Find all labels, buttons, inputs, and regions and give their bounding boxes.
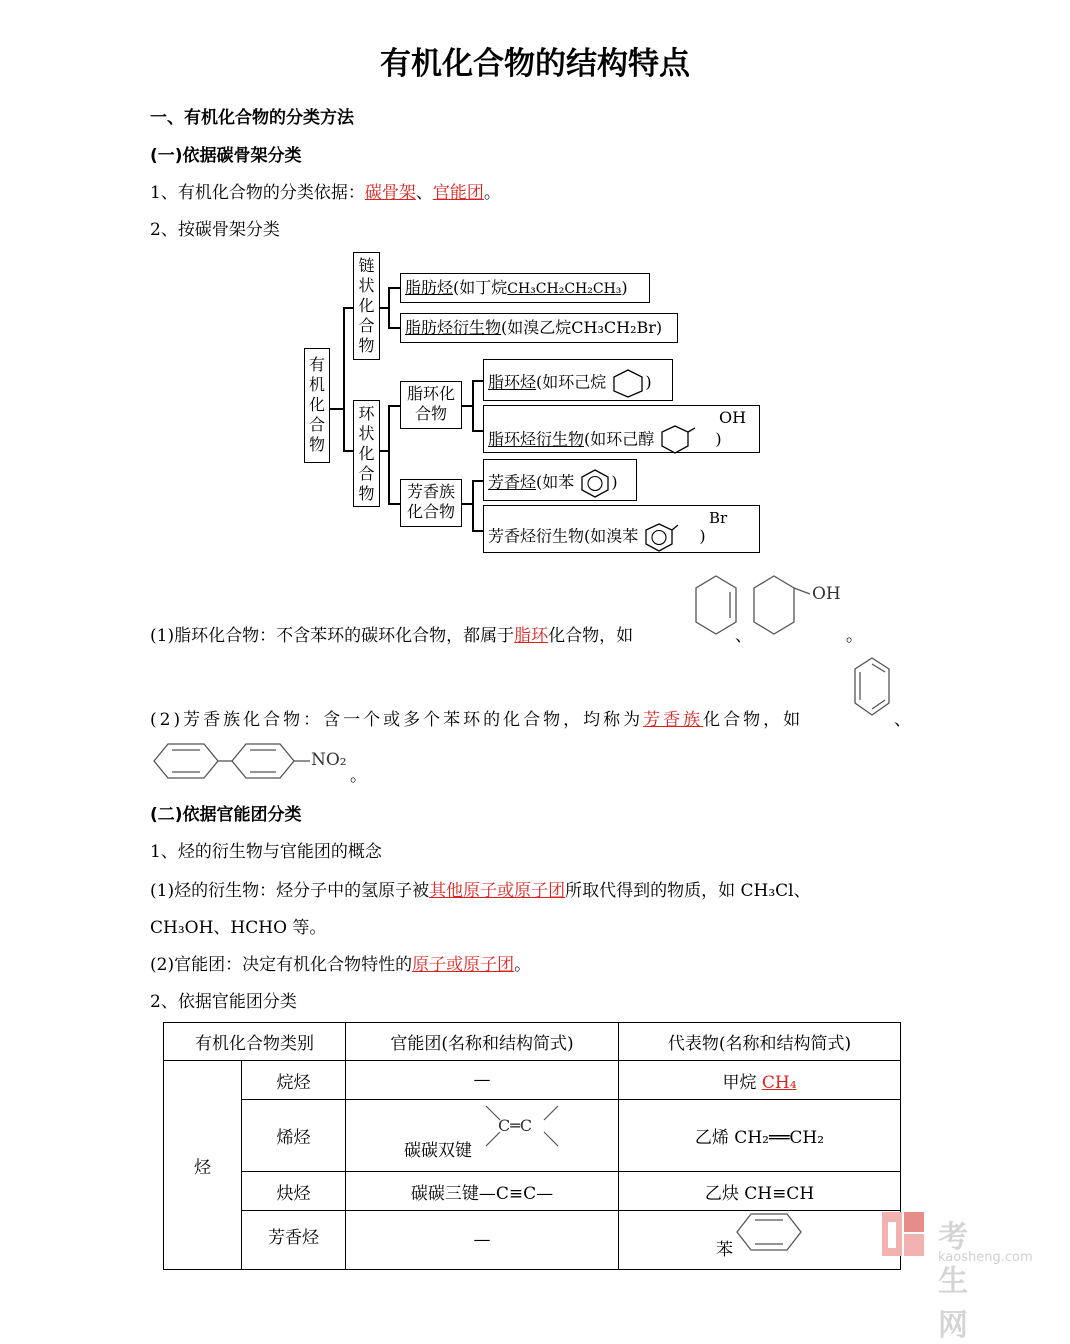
table-cell: 芳香烃: [242, 1211, 346, 1270]
table-row: [164, 1172, 901, 1211]
tree-aromatic-hydrocarbon: 芳香烃(如苯 ): [483, 459, 637, 501]
table-cell: 烷烃: [242, 1061, 346, 1100]
table-cell: —: [346, 1061, 619, 1100]
cyclohexanol-structure-icon: [752, 572, 822, 642]
double-bond-label: 碳碳双键: [404, 1141, 472, 1161]
benzene-structure-icon: [852, 655, 892, 721]
def-derivative: (1)烃的衍生物：烃分子中的氢原子被其他原子或原子团所取代得到的物质，如 CH₃Cl、: [150, 881, 811, 901]
def-functional-group: (2)官能团：决定有机化合物特性的原子或原子团。: [150, 955, 532, 975]
no2-label: NO₂: [311, 750, 347, 770]
tree-alicyclic-compound: 脂环化合物: [400, 381, 462, 429]
table-cell: 乙炔 CH≡CH: [619, 1172, 901, 1211]
benzene-icon: [579, 468, 611, 498]
answer-other-atoms: 其他原子或原子团: [429, 881, 566, 901]
note-aromatic-sep: 、: [894, 710, 911, 730]
oh-label: OH: [812, 584, 841, 604]
note-alicyclic: (1)脂环化合物：不含苯环的碳环化合物，都属于脂环化合物，如: [150, 626, 634, 646]
item-basis-sep: 、: [415, 183, 433, 203]
note-alicyclic-sep: 、: [735, 626, 752, 646]
table-header: 有机化合物类别: [164, 1023, 346, 1061]
def-derivative-line2: CH₃OH、HCHO 等。: [150, 918, 327, 938]
answer-ch4: CH₄: [761, 1072, 797, 1093]
item-basis-prefix: 1、有机化合物的分类依据：: [150, 183, 365, 203]
answer-aromatic: 芳香族: [643, 710, 704, 730]
note-aromatic: (2)芳香族化合物：含一个或多个苯环的化合物，均称为芳香族化合物，如: [150, 710, 804, 730]
tree-alicyclic-hydrocarbon: 脂环烃(如环己烷 ): [483, 359, 673, 401]
tree-ring-compound: 环状化合物: [353, 400, 380, 507]
sub-heading-carbon-skeleton: (一)依据碳骨架分类: [150, 146, 302, 166]
item-by-functional-group: 2、依据官能团分类: [150, 992, 297, 1012]
cyclohexanol-icon: [659, 422, 715, 458]
item-basis: [150, 178, 501, 203]
item-basis-end: 。: [483, 183, 501, 203]
benzene-table-icon: [735, 1212, 803, 1252]
table-row: [164, 1211, 901, 1270]
nitrobiphenyl-structure-icon: [152, 740, 312, 782]
table-cell: 炔烃: [242, 1172, 346, 1211]
tree-aromatic-derivative: 芳香烃衍生物(如溴苯 ) Br: [483, 505, 760, 553]
tree-aromatic-compound: 芳香族化合物: [400, 479, 462, 527]
answer-functional-group: 官能团: [432, 183, 484, 203]
tree-aliphatic-derivative: 脂肪烃衍生物(如溴乙烷CH₃CH₂Br): [400, 313, 678, 343]
tree-chain-compound: 链状化合物: [353, 252, 380, 360]
tree-alicyclic-derivative: 脂环烃衍生物(如环己醇 ) OH: [483, 405, 760, 453]
page-title: 有机化合物的结构特点: [380, 46, 690, 82]
note-alicyclic-end: 。: [846, 626, 863, 646]
answer-atom-or-group: 原子或原子团: [412, 955, 515, 975]
table-header: 官能团(名称和结构简式): [346, 1023, 619, 1061]
table-row: [164, 1100, 901, 1172]
table-cell: 烯烃: [242, 1100, 346, 1172]
table-header: 代表物(名称和结构简式): [619, 1023, 901, 1061]
table-header-row: [164, 1023, 901, 1061]
table-cell: 乙烯 CH₂══CH₂: [619, 1100, 901, 1172]
cyclohexane-icon: [611, 368, 645, 398]
bromobenzene-icon: [643, 520, 699, 554]
table-row: [164, 1061, 901, 1100]
sub-heading-functional-group: (二)依据官能团分类: [150, 805, 302, 825]
answer-alicyclic: 脂环: [514, 626, 549, 646]
kaosheng-logo-icon: [880, 1210, 926, 1258]
item-by-skeleton: 2、按碳骨架分类: [150, 220, 280, 240]
note-aromatic-end: 。: [350, 766, 367, 786]
watermark-domain: kaosheng.com: [938, 1250, 1033, 1265]
section-heading-1: 一、有机化合物的分类方法: [150, 108, 354, 128]
answer-carbon-skeleton: 碳骨架: [364, 183, 416, 203]
table-cell: [346, 1100, 619, 1172]
tree-root-organic-compound: 有机化合物: [304, 348, 330, 463]
table-cell: —: [346, 1211, 619, 1270]
table-group-label: 烃: [164, 1061, 242, 1270]
functional-group-table: [163, 1022, 901, 1270]
watermark-text: 考生网: [938, 1220, 970, 1343]
table-cell: 碳碳三键—C≡C—: [346, 1172, 619, 1211]
table-cell: 甲烷 CH₄: [619, 1061, 901, 1100]
double-bond-struct: C═C: [498, 1116, 533, 1135]
benzene-label: 苯: [716, 1240, 733, 1260]
table-cell: [619, 1211, 901, 1270]
item-concepts: 1、烃的衍生物与官能团的概念: [150, 842, 382, 862]
tree-aliphatic-hydrocarbon: 脂肪烃(如丁烷CH₃CH₂CH₂CH₃): [400, 273, 650, 303]
